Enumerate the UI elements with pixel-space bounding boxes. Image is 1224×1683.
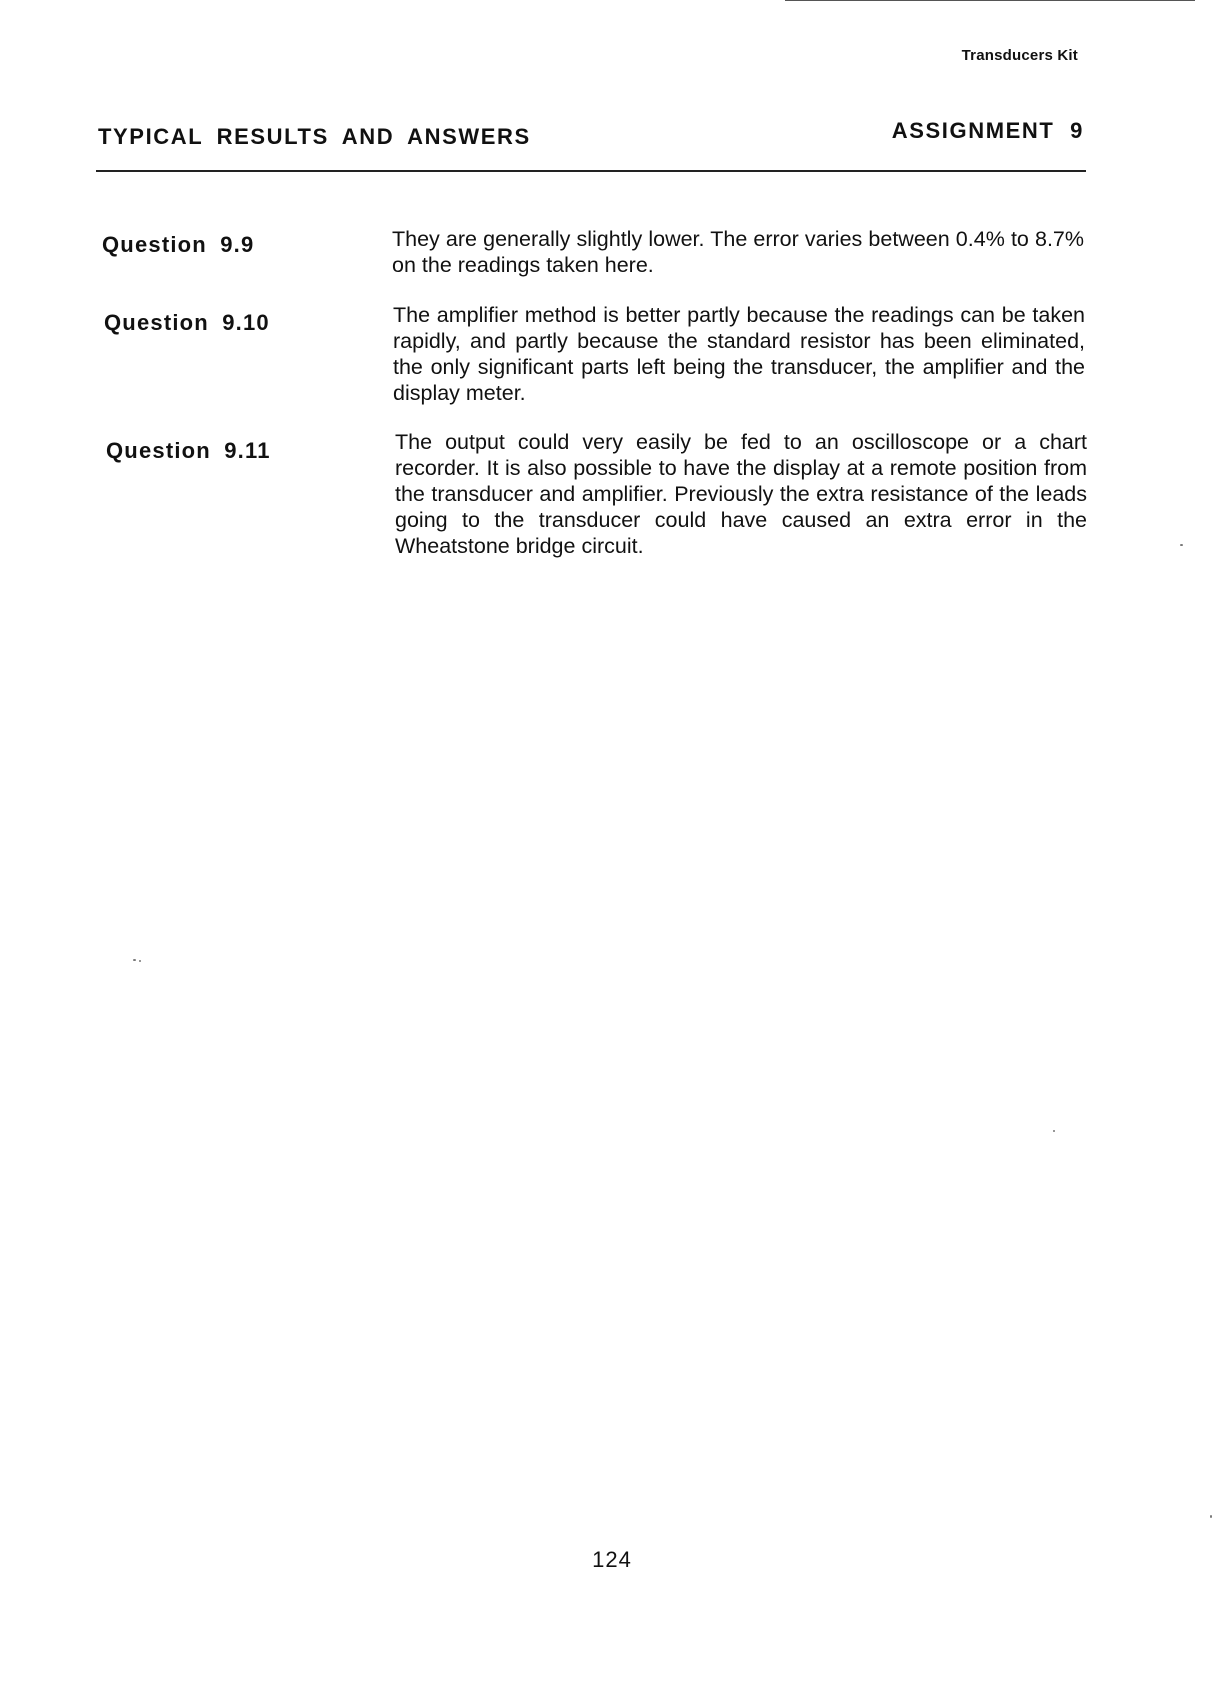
running-header: Transducers Kit bbox=[961, 47, 1078, 64]
question-label: Question 9.10 bbox=[104, 310, 270, 335]
page-number: 124 bbox=[592, 1547, 632, 1572]
answer-text: They are generally slightly lower. The error varies between 0.4% to 8.7% on the readings taken here. bbox=[392, 227, 1084, 277]
top-edge-rule bbox=[785, 0, 1195, 1]
header-divider bbox=[96, 170, 1086, 172]
scan-speck bbox=[133, 959, 136, 961]
scan-speck bbox=[1210, 1515, 1212, 1518]
assignment-label: ASSIGNMENT 9 bbox=[891, 118, 1084, 143]
question-label: Question 9.11 bbox=[106, 438, 271, 463]
scan-speck bbox=[1180, 544, 1183, 546]
scan-speck bbox=[1053, 1130, 1055, 1132]
question-label: Question 9.9 bbox=[102, 232, 255, 257]
scan-speck bbox=[139, 960, 141, 962]
section-title: TYPICAL RESULTS AND ANSWERS bbox=[98, 124, 531, 149]
answer-text: The output could very easily be fed to an oscilloscope or a chart recorder. It is also possible to have the display at a remote position from the transducer and amplifier. Previously the extra resistance of the leads going to the transducer could have caused an extra error in the Wheatstone bridge circuit. bbox=[395, 430, 1087, 558]
answer-text: The amplifier method is better partly because the readings can be taken rapidly, and partly because the standard resistor has been eliminated, the only significant parts left being the transducer, the amplifier and the display meter. bbox=[393, 303, 1085, 405]
